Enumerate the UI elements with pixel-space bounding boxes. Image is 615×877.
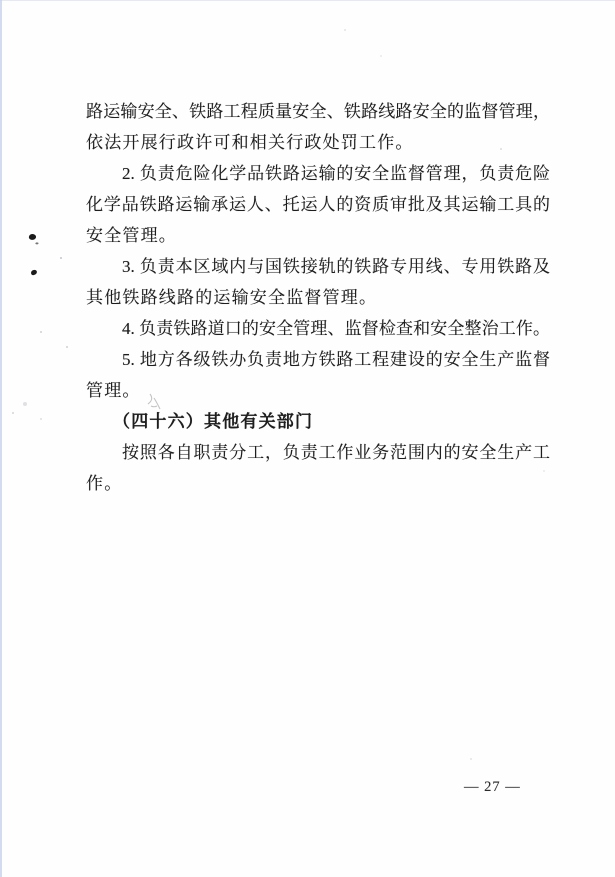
body-line: 安全管理。 — [86, 226, 177, 245]
body-line: 3. 负责本区域内与国铁接轨的铁路专用线、专用铁路及 — [122, 257, 550, 276]
body-line: 管理。 — [86, 381, 141, 400]
scan-edge-top — [0, 0, 615, 1]
body-line: 作。 — [86, 474, 123, 493]
body-line: 化学品铁路运输承运人、托运人的资质审批及其运输工具的 — [86, 195, 550, 214]
page-number: — 27 — — [464, 779, 521, 795]
body-line: 4. 负责铁路道口的安全管理、监督检查和安全整治工作。 — [122, 319, 550, 338]
ink-blob — [28, 233, 36, 241]
body-line: 其他铁路线路的运输安全监督管理。 — [86, 288, 378, 307]
body-line: 2. 负责危险化学品铁路运输的安全监督管理，负责危险 — [122, 164, 550, 183]
section-heading: （四十六）其他有关部门 — [113, 412, 314, 431]
ink-blob — [31, 270, 38, 276]
body-line: 依法开展行政许可和相关行政处罚工作。 — [86, 133, 414, 152]
scan-edge-line — [0, 0, 2, 877]
body-line: 路运输安全、铁路工程质量安全、铁路线路安全的监督管理， — [86, 102, 550, 121]
body-line: 按照各自职责分工，负责工作业务范围内的安全生产工 — [122, 443, 550, 462]
body-line: 5. 地方各级铁办负责地方铁路工程建设的安全生产监督 — [122, 350, 550, 369]
text-block — [86, 96, 550, 499]
paper-specks — [0, 0, 2, 2]
